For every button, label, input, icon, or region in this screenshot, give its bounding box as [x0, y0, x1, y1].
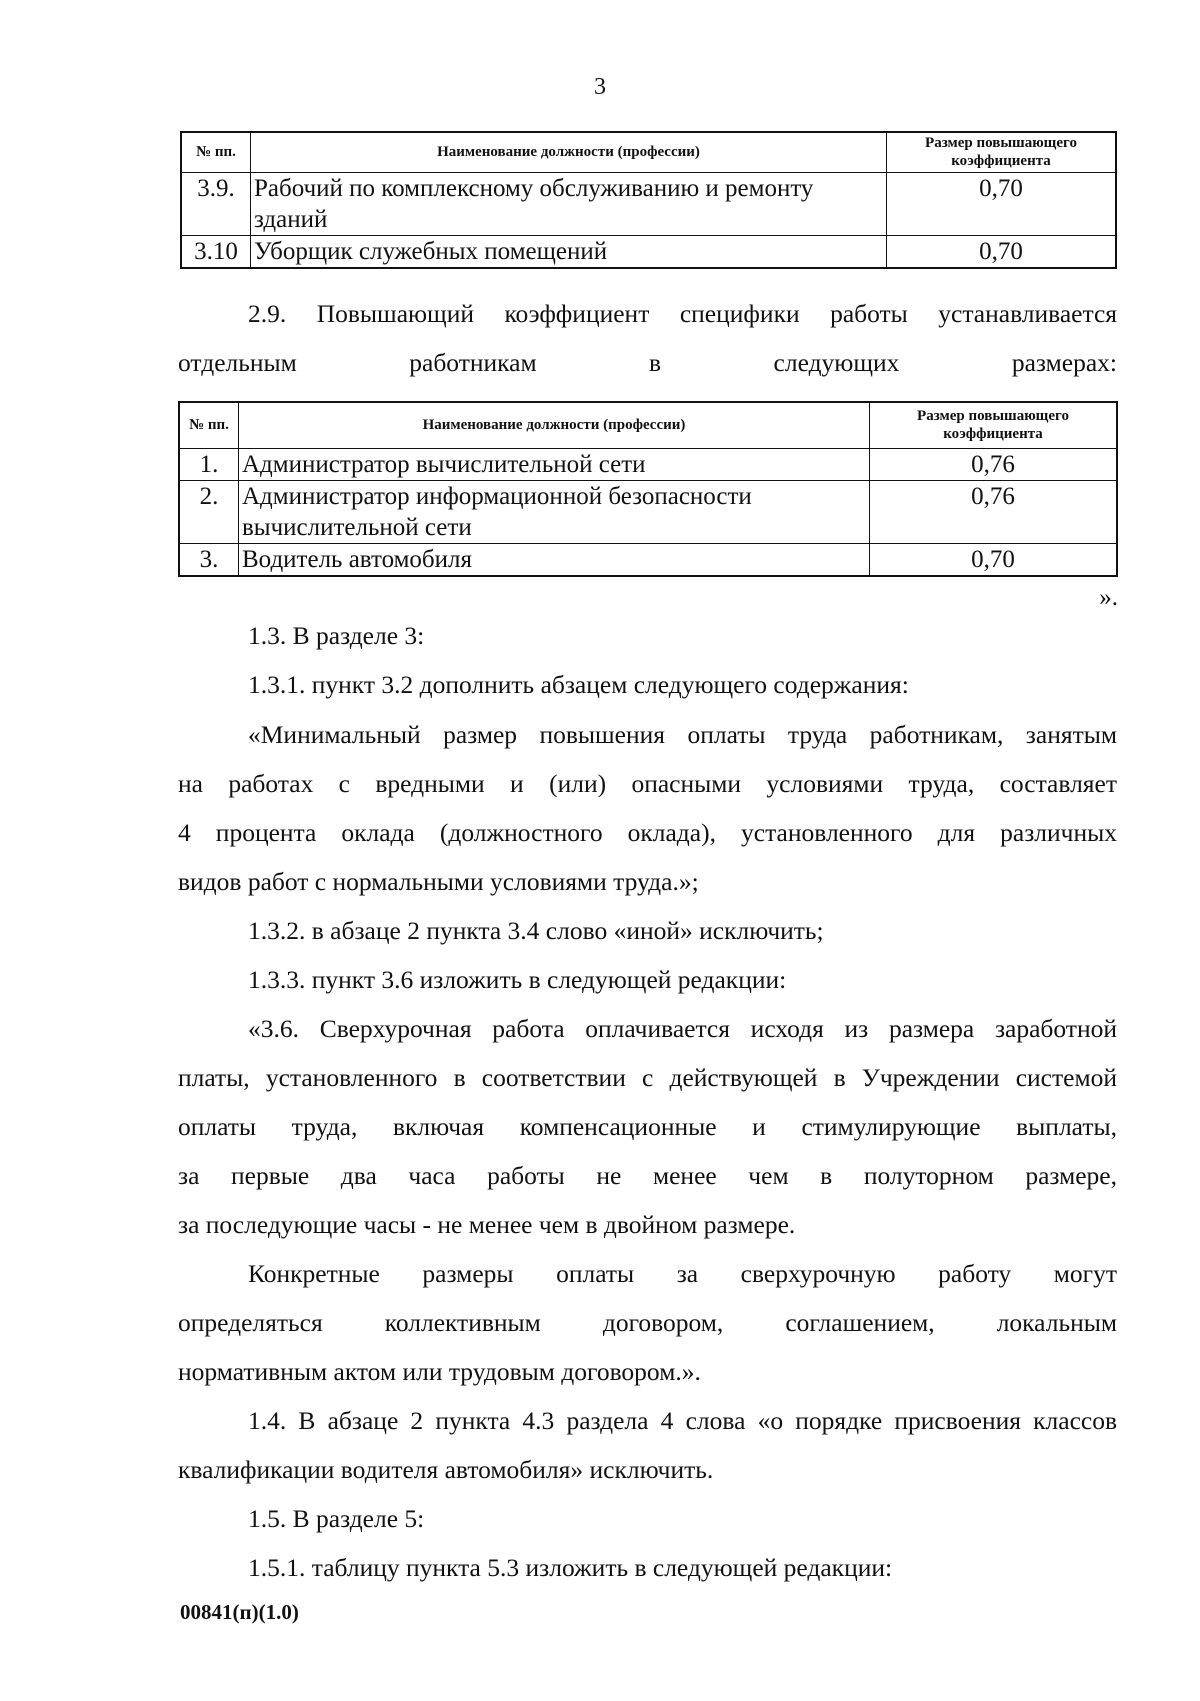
- coefficient-table-specifics: [178, 401, 1118, 577]
- row-position: Уборщик служебных помещений: [251, 235, 887, 268]
- table-row: [181, 235, 1116, 268]
- paragraph-min-line-4: видов работ с нормальными условиями труда.»;: [178, 867, 699, 896]
- row-number: 1.: [179, 448, 239, 480]
- table-row: [179, 480, 1117, 543]
- paragraph-3-6-line-5: за последующие часы - не менее чем в двойном размере.: [178, 1210, 796, 1239]
- header-position: Наименование должности (профессии): [251, 132, 887, 172]
- paragraph-1-3-2: 1.3.2. в абзаце 2 пункта 3.4 слово «иной» исключить;: [248, 916, 824, 945]
- row-position: Администратор информационной безопасности вычислительной сети: [239, 480, 870, 543]
- paragraph-concrete-line-3: нормативным актом или трудовым договором.».: [178, 1357, 701, 1386]
- row-number: 2.: [179, 480, 239, 543]
- document-code: 00841(п)(1.0): [180, 1600, 299, 1624]
- coefficient-table-buildings: [180, 131, 1117, 269]
- row-position: Рабочий по комплексному обслуживанию и ремонту зданий: [251, 172, 887, 235]
- paragraph-3-6-line-4: за первые два часа работы не менее чем в полуторном размере,: [178, 1161, 1117, 1190]
- table-row: [181, 172, 1116, 235]
- page-number: 3: [594, 74, 606, 100]
- table-header-row: [179, 402, 1117, 448]
- paragraph-3-6-line-2: платы, установленного в соответствии с действующей в Учреждении системой: [178, 1063, 1117, 1092]
- paragraph-concrete-line-1: Конкретные размеры оплаты за сверхурочную работу могут: [248, 1259, 1117, 1288]
- paragraph-concrete-line-2: определяться коллективным договором, соглашением, локальным: [178, 1308, 1117, 1337]
- paragraph-1-3-3: 1.3.3. пункт 3.6 изложить в следующей редакции:: [248, 965, 787, 994]
- paragraph-min-line-1: «Минимальный размер повышения оплаты труда работникам, занятым: [248, 720, 1117, 749]
- row-coefficient: 0,70: [887, 235, 1117, 268]
- table-row: [179, 543, 1117, 576]
- paragraph-min-line-2: на работах с вредными и (или) опасными условиями труда, составляет: [178, 769, 1117, 798]
- row-coefficient: 0,70: [870, 543, 1118, 576]
- table-row: [179, 448, 1117, 480]
- header-position: Наименование должности (профессии): [239, 402, 870, 448]
- paragraph-1-3: 1.3. В разделе 3:: [248, 621, 425, 650]
- row-coefficient: 0,76: [870, 448, 1118, 480]
- paragraph-1-3-1: 1.3.1. пункт 3.2 дополнить абзацем следующего содержания:: [248, 670, 909, 699]
- row-number: 3.9.: [181, 172, 251, 235]
- table-header-row: [181, 132, 1116, 172]
- header-number: № пп.: [181, 132, 251, 172]
- paragraph-1-4-line-2: квалификации водителя автомобиля» исключить.: [178, 1455, 714, 1484]
- row-position: Водитель автомобиля: [239, 543, 870, 576]
- header-number: № пп.: [179, 402, 239, 448]
- row-number: 3.10: [181, 235, 251, 268]
- header-coefficient: Размер повышающего коэффициента: [870, 402, 1118, 448]
- paragraph-3-6-line-3: оплаты труда, включая компенсационные и стимулирующие выплаты,: [178, 1112, 1117, 1141]
- paragraph-1-5-1: 1.5.1. таблицу пункта 5.3 изложить в следующей редакции:: [248, 1553, 893, 1582]
- row-coefficient: 0,76: [870, 480, 1118, 543]
- row-number: 3.: [179, 543, 239, 576]
- paragraph-1-4-line-1: 1.4. В абзаце 2 пункта 4.3 раздела 4 слова «о порядке присвоения классов: [248, 1406, 1117, 1435]
- paragraph-2-9: 2.9. Повышающий коэффициент специфики работы устанавливается отдельным работникам в следующих размерах:: [178, 299, 1117, 377]
- row-position: Администратор вычислительной сети: [239, 448, 870, 480]
- paragraph-1-5: 1.5. В разделе 5:: [248, 1504, 425, 1533]
- closing-quote: ».: [1099, 584, 1118, 611]
- paragraph-3-6-line-1: «3.6. Сверхурочная работа оплачивается исходя из размера заработной: [248, 1014, 1117, 1043]
- header-coefficient: Размер повышающего коэффициента: [887, 132, 1117, 172]
- row-coefficient: 0,70: [887, 172, 1117, 235]
- paragraph-min-line-3: 4 процента оклада (должностного оклада), установленного для различных: [178, 818, 1117, 847]
